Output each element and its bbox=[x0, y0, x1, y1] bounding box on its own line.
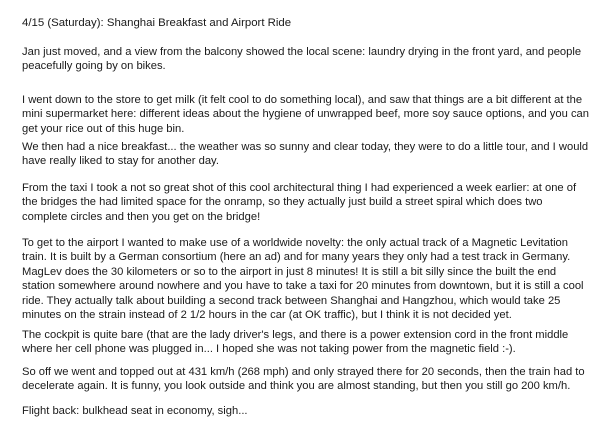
paragraph-line: train. It is built by a German consortium (here an ad) and for many years they only had a test track in Germany. bbox=[22, 251, 571, 264]
paragraph-cockpit bbox=[22, 328, 582, 357]
paragraph-line: station somewhere around nowhere and you have to take a taxi for 20 minutes from downtown, but it is still a cool bbox=[22, 280, 584, 293]
paragraph-line: To get to the airport I wanted to make use of a worldwide novelty: the only actual track of a Magnetic Levitation bbox=[22, 237, 569, 249]
paragraph-line: Jan just moved, and a view from the balcony showed the local scene: laundry drying in the front yard, and people bbox=[22, 46, 582, 58]
paragraph-line: have really liked to stay for another day. bbox=[22, 155, 219, 168]
paragraph-line: where her cell phone was plugged in... I hoped she was not taking power from the magnetic field :-). bbox=[22, 343, 516, 356]
paragraph-line: From the taxi I took a not so great shot of this cool architectural thing I had experienced a week earlier: at one of bbox=[22, 182, 577, 194]
paragraph-line: ride. They actually talk about building a second track between Shanghai and Hangzhou, which would take 25 bbox=[22, 294, 561, 307]
paragraph-line: peacefully going by on bikes. bbox=[22, 60, 166, 73]
paragraph-line: MagLev does the 30 kilometers or so to the airport in just 8 minutes! It is still a bit silly since the built the end bbox=[22, 265, 557, 278]
paragraph-speed bbox=[22, 365, 585, 394]
paragraph-line: We then had a nice breakfast... the weather was so sunny and clear today, they were to do a little tour, and I would bbox=[22, 141, 589, 153]
paragraph-maglev bbox=[22, 236, 582, 322]
paragraph-breakfast bbox=[22, 140, 589, 169]
paragraph-line: The cockpit is quite bare (that are the lady driver's legs, and there is a power extension cord in the front middle bbox=[22, 329, 569, 341]
paragraph-line: Flight back: bulkhead seat in economy, sigh... bbox=[22, 405, 248, 417]
document-title: 4/15 (Saturday): Shanghai Breakfast and Airport Ride bbox=[22, 17, 292, 29]
paragraph-line: get your rice out of this huge bin. bbox=[22, 122, 185, 135]
paragraph-line: So off we went and topped out at 431 km/h (268 mph) and only strayed there for 20 seconds, then the train had to bbox=[22, 366, 585, 378]
paragraph-line: mini supermarket here: different ideas about the hygiene of unwrapped beef, more soy sauce options, and you can bbox=[22, 108, 589, 121]
paragraph-line: complete circles and then you get on the bridge! bbox=[22, 210, 261, 223]
paragraph-line: the bridges the had limited space for the onramp, so they actually just build a street spiral which does two bbox=[22, 196, 543, 209]
paragraph-line: minutes on the strain instead of 2 1/2 hours in the car (at OK traffic), but I think it is not decided yet. bbox=[22, 309, 512, 322]
paragraph-balcony bbox=[22, 45, 582, 74]
paragraph-line: decelerate again. It is funny, you look outside and think you are almost standing, but then you still go 200 km/h. bbox=[22, 380, 571, 393]
paragraph-store bbox=[22, 93, 589, 136]
paragraph-flight bbox=[22, 404, 582, 418]
paragraph-taxi bbox=[22, 181, 582, 224]
paragraph-line: I went down to the store to get milk (it felt cool to do something local), and saw that things are a bit different at the bbox=[22, 94, 583, 106]
